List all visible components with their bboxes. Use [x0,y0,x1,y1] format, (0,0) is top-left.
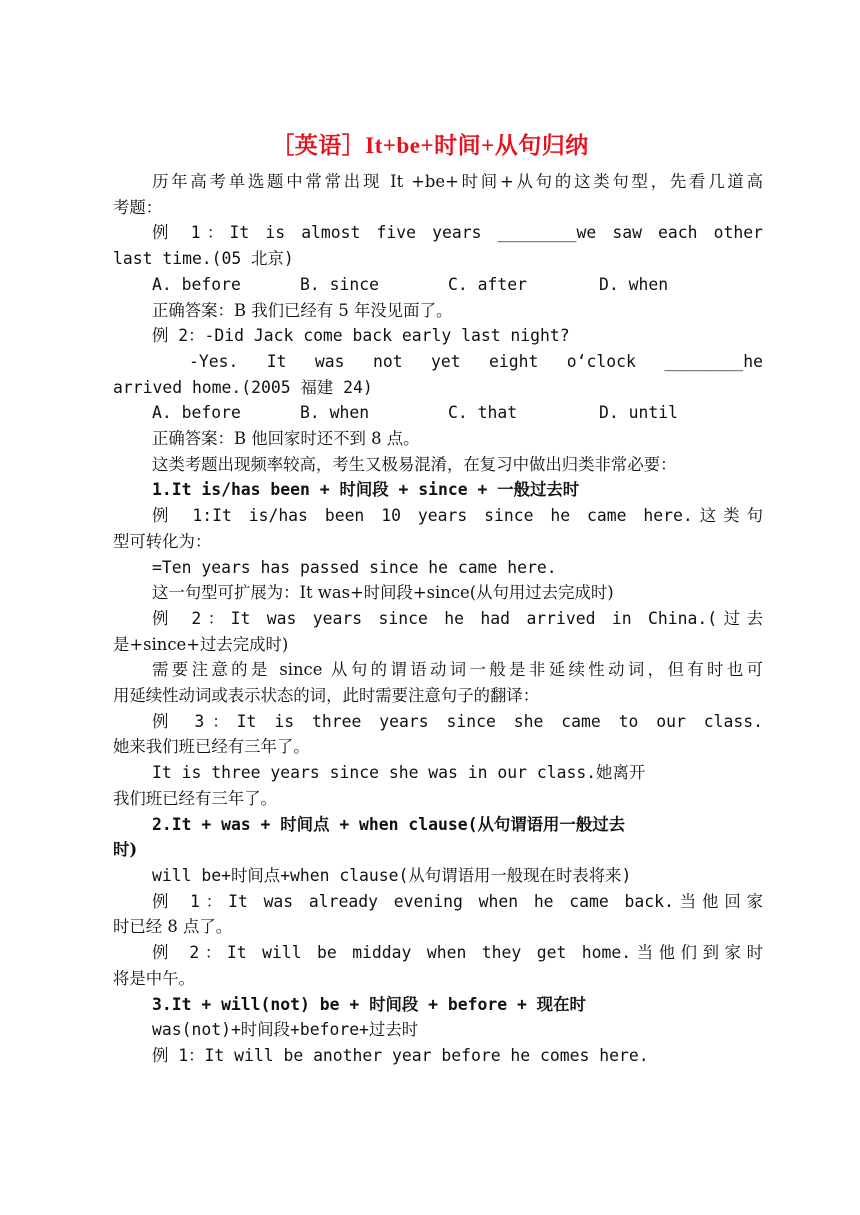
option-a: A. before [152,403,241,423]
example-2-answer: 正确答案：B 他回家时还不到 8 点。 [152,429,420,449]
pattern-1-example-1: 例 1:It is/has been 10 years since he came here.这类句 [152,506,763,526]
example-2-reply-cont: arrived home.(2005 福建 24) [113,377,373,397]
pattern-1-transform: =Ten years has passed since he came here. [152,557,557,577]
pattern-2-example-2: 例 2：It will be midday when they get home.当他们到家时 [152,943,763,963]
intro-line-1: 历年高考单选题中常常出现 It +be+时间+从句的这类句型，先看几道高 [152,172,763,191]
pattern-2-example-1-cont: 时已经 8 点了。 [113,917,233,937]
pattern-1-extension: 这一句型可扩展为：It was+时间段+since(从句用过去完成时) [152,583,614,603]
example-1-question: 例 1：It is almost five years ________we saw each other [152,223,763,243]
pattern-3-heading: 3.It + will(not) be + 时间段 + before + 现在时 [152,994,586,1014]
document-body [113,169,763,1069]
pattern-1-example-3-translation: 她来我们班已经有三年了。 [113,737,310,757]
example-2-options [113,400,763,426]
intro-line-2: 考题： [113,197,163,217]
option-b: B. when [300,403,370,423]
option-b: B. since [300,274,379,294]
pattern-1-example-4-translation: 我们班已经有三年了。 [113,788,277,808]
pattern-1-example-3: 例 3：It is three years since she came to our class. [152,711,763,731]
pattern-2-variant: will be+时间点+when clause(从句谓语用一般现在时表将来) [152,865,632,885]
option-d: D. when [599,274,669,294]
pattern-1-note: 需要注意的是 since 从句的谓语动词一般是非延续性动词，但有时也可 [152,660,763,680]
example-2-question: 例 2：-Did Jack come back early last night? [152,326,570,346]
pattern-1-example-2-cont: 是+since+过去完成时) [113,634,289,654]
option-c: C. that [448,403,518,423]
pattern-2-heading-cont: 时) [113,840,138,860]
pattern-2-example-1: 例 1：It was already evening when he came back.当他回家 [152,891,763,911]
pattern-1-example-2: 例 2：It was years since he had arrived in China.(过去 [152,608,763,628]
document-title: ［英语］It+be+时间+从句归纳 [271,133,589,158]
pattern-1-example-4: It is three years since she was in our class.她离开 [152,763,646,783]
pattern-3-variant: was(not)+时间段+before+过去时 [152,1020,419,1040]
pattern-1-example-1-cont: 型可转化为： [113,531,212,551]
option-a: A. before [152,274,241,294]
pattern-2-heading: 2.It + was + 时间点 + when clause(从句谓语用一般过去 [152,814,625,834]
example-1-options [113,272,763,298]
example-1-question-cont: last time.(05 北京) [113,249,294,269]
option-c: C. after [448,274,527,294]
pattern-2-example-2-cont: 将是中午。 [113,968,195,988]
pattern-1-heading: 1.It is/has been + 时间段 + since + 一般过去时 [152,480,580,500]
option-d: D. until [599,403,678,423]
example-1-answer: 正确答案：B 我们已经有 5 年没见面了。 [152,300,453,320]
pattern-3-example-1: 例 1：It will be another year before he comes here. [152,1045,649,1065]
summary-line: 这类考题出现频率较高，考生又极易混淆，在复习中做出归类非常必要： [152,454,677,474]
pattern-1-note-cont: 用延续性动词或表示状态的词，此时需要注意句子的翻译： [113,686,540,706]
example-2-reply: -Yes. It was not yet eight o‘clock ________he [189,351,763,371]
